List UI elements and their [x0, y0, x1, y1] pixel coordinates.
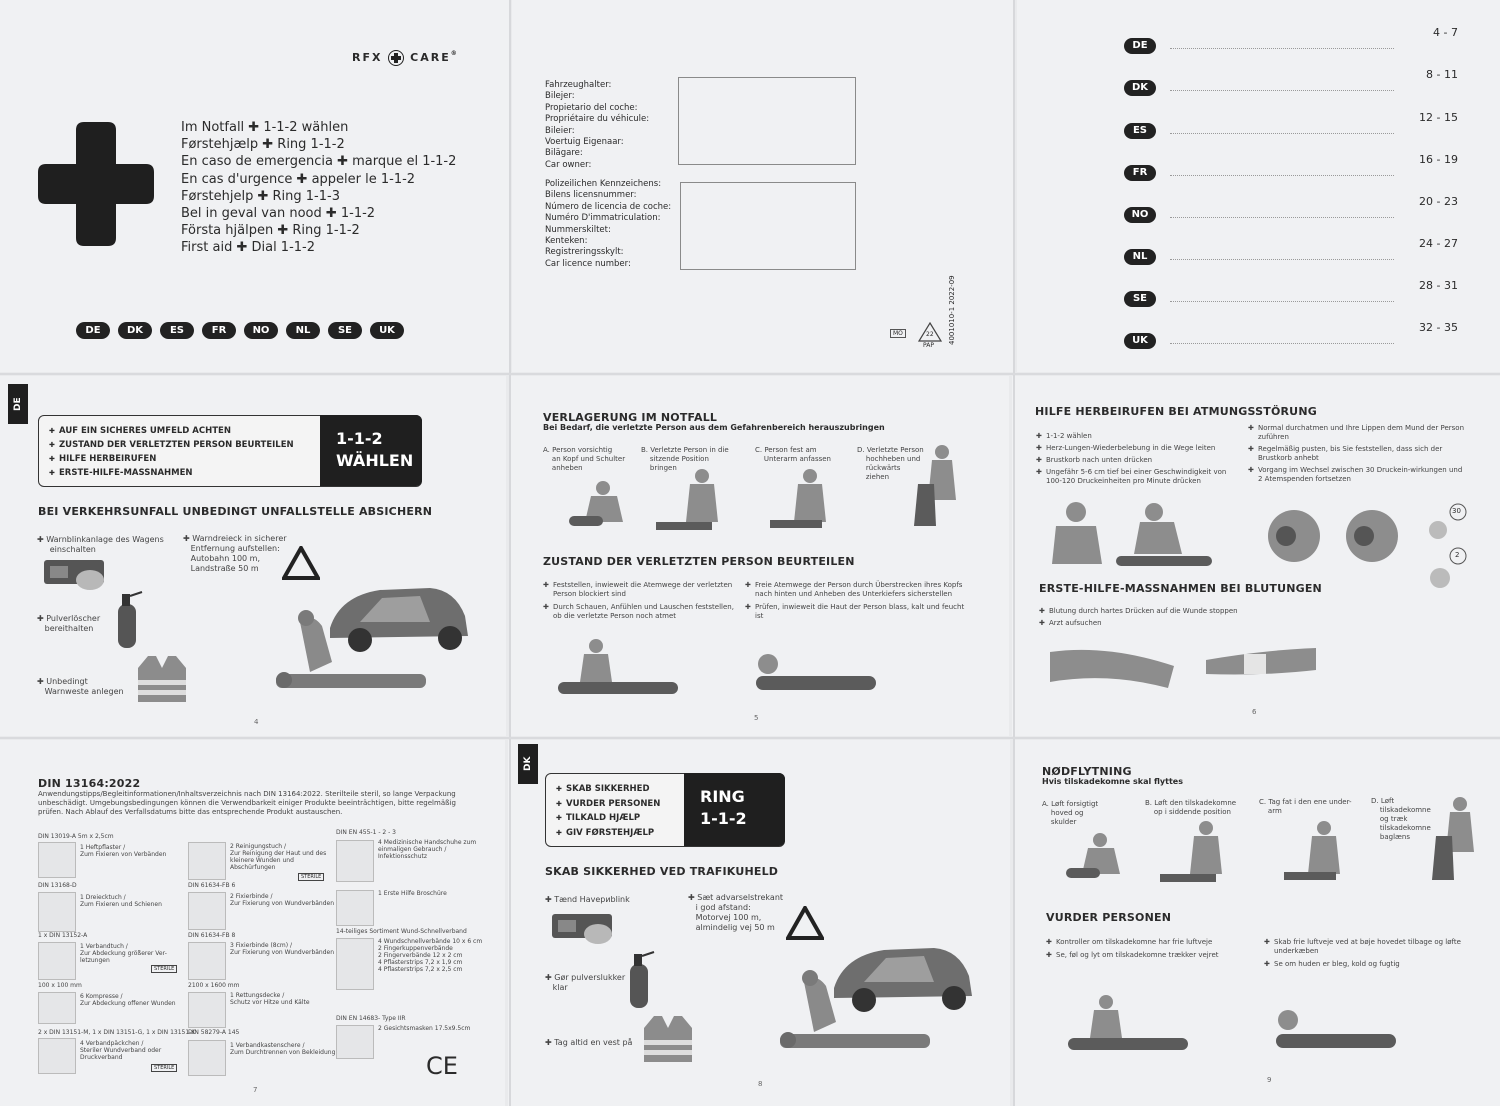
assess-illustration-2: [752, 652, 878, 698]
recycle-pap: PAP: [923, 342, 934, 349]
toc-lang: ES: [1124, 123, 1156, 139]
recycle-num: 22: [926, 331, 934, 338]
de-bleeding-list: [1039, 607, 1319, 628]
face-mask-image: [336, 1025, 374, 1059]
triangle-cloth-image: [38, 892, 76, 932]
cpr-count-2: 2: [1455, 551, 1460, 559]
fixation-bandage-image: [188, 892, 226, 930]
de-breath-item: ✚ Herz-Lungen-Wiederbelebung in die Wege leiten: [1036, 444, 1242, 453]
de-call-block: [320, 415, 422, 486]
plate-label: Nummerskiltet:: [545, 224, 611, 235]
brand-reg: ®: [450, 50, 459, 57]
toc-pages: 16 - 19: [1419, 153, 1458, 166]
extinguisher-illustration: [624, 950, 656, 1012]
print-code: 4001010-1 2022-09: [948, 275, 956, 345]
de-move-step: C. Person fest am Unterarm anfassen: [755, 446, 831, 463]
de-assess-left: [543, 581, 739, 621]
din-code: 2100 x 1600 mm: [188, 982, 240, 989]
plate-label: Bilens licensnummer:: [545, 190, 637, 201]
owner-labels: [545, 80, 649, 171]
vest-illustration: [642, 1014, 694, 1064]
lang-pill-se: SE: [328, 322, 362, 339]
dk-call-verb: RING: [700, 787, 745, 806]
cpr-count-30: 30: [1452, 507, 1461, 515]
brand-cross-icon: [388, 50, 404, 66]
toc-pages: 8 - 11: [1426, 68, 1458, 81]
plaster-image: [38, 842, 76, 878]
hazard-switch-illustration: [550, 910, 618, 944]
dk-haveri: ✚ Tænd Havериblink: [545, 895, 630, 904]
de-assess-right: [745, 581, 971, 621]
dk-assess-item: ✚ Kontroller om tilskadekomne har frie luftveje: [1046, 938, 1256, 947]
move-illustration-d: [912, 444, 962, 528]
brand-right: CARE: [410, 51, 451, 64]
de-breath-item: ✚ Vorgang im Wechsel zwischen 30 Druckein-wirkungen und 2 Atemspenden fortsetzen: [1248, 466, 1464, 484]
car-accident-illustration: [774, 926, 974, 1062]
language-pills: [76, 318, 404, 339]
dk-move-step: B. Løft den tilskadekomne op i siddende position: [1145, 799, 1237, 816]
toc-pages: 12 - 15: [1419, 111, 1458, 124]
dk-assess-item: ✚ Se, føl og lyt om tilskadekomne trækker vejret: [1046, 951, 1256, 960]
cpr-illustration-3: [1260, 506, 1336, 568]
din-heading: DIN 13164:2022: [38, 777, 141, 790]
fold-line: [0, 373, 1500, 375]
de-step-item: ✚ ERSTE-HILFE-MASSNAHMEN: [49, 466, 294, 480]
assess-illustration-2: [1272, 1008, 1398, 1056]
lang-pill-no: NO: [244, 322, 278, 339]
dk-step-list: [556, 782, 660, 840]
din-text: 6 Kompresse / Zur Abdeckung offener Wunden: [80, 993, 176, 1007]
de-breath-item: ✚ Brustkorb nach unten drücken: [1036, 456, 1242, 465]
toc-row[interactable]: [1124, 153, 1458, 183]
move-illustration-a: [565, 478, 635, 532]
toc-lang: NL: [1124, 249, 1156, 265]
din-text: 4 Verbandpäckchen / Steriler Wundverband oder Druckverband: [80, 1040, 162, 1061]
dk-assess-left: [1046, 938, 1256, 960]
toc-lang: UK: [1124, 333, 1156, 349]
emergency-line: Førstehjælp ✚ Ring 1-1-2: [181, 137, 345, 153]
din-code: 14-teiliges Sortiment Wund-Schnellverband: [336, 928, 467, 935]
din-code: 2 x DIN 13151-M, 1 x DIN 13151-G, 1 x DIN 13151-K: [38, 1029, 196, 1036]
de-move-step: B. Verletzte Person in die sitzende Position bringen: [641, 446, 729, 472]
car-accident-illustration: [270, 566, 470, 702]
toc-row[interactable]: [1124, 279, 1458, 309]
brochure-image: [336, 890, 374, 926]
gloves-image: [336, 840, 374, 882]
toc-lang: FR: [1124, 165, 1156, 181]
tab-de: DE: [8, 384, 28, 424]
de-pulver: ✚ Pulverlöscher bereithalten: [37, 614, 101, 633]
din-text: 2 Fixierbinde / Zur Fixierung von Wundverbänden: [230, 893, 335, 907]
toc-row[interactable]: [1124, 195, 1458, 225]
dk-advarsel: ✚ Sæt advarselstrekant i god afstand: Motorvej 100 m, almindelig vej 50 m: [688, 893, 784, 932]
assess-illustration-1: [1066, 992, 1192, 1056]
toc-lang: DE: [1124, 38, 1156, 54]
bleeding-illustration-2: [1204, 640, 1320, 682]
de-move-step: D. Verletzte Person hochheben und rückwärts ziehen: [857, 446, 924, 481]
move-illustration-a: [1062, 830, 1132, 884]
toc-pages: 20 - 23: [1419, 195, 1458, 208]
de-breath-right: [1248, 424, 1464, 484]
move-illustration-c: [768, 466, 842, 532]
de-warnblink: ✚ Warnblinkanlage des Wagens einschalten: [37, 535, 164, 554]
de-assess-item: ✚ Durch Schauen, Anfühlen und Lauschen feststellen, ob die verletzte Person noch atmet: [543, 603, 739, 621]
toc-pages: 32 - 35: [1419, 321, 1458, 334]
din-code: DIN 61634-FB 8: [188, 932, 236, 939]
rescue-blanket-image: [188, 992, 226, 1028]
dk-move-step: A. Løft forsigtigt hoved og skulder: [1042, 800, 1099, 826]
de-breath-item: ✚ Regelmäßig pusten, bis Sie feststellen, dass sich der Brustkorb anhebt: [1248, 445, 1464, 463]
emergency-line: En cas d'urgence ✚ appeler le 1-1-2: [181, 171, 416, 187]
de-step-item: ✚ HILFE HERBEIRUFEN: [49, 452, 294, 466]
fold-line: [0, 737, 1500, 739]
compress-image: [38, 992, 76, 1024]
page-number-4: 4: [254, 718, 259, 726]
owner-field[interactable]: [678, 77, 856, 165]
fixation-bandage-8-image: [188, 942, 226, 980]
scissors-image: [188, 1040, 226, 1076]
din-code: DIN 61634-FB 6: [188, 882, 236, 889]
lang-pill-de: DE: [76, 322, 110, 339]
de-bleeding-item: ✚ Blutung durch hartes Drücken auf die Wunde stoppen: [1039, 607, 1319, 616]
toc-row[interactable]: [1124, 237, 1458, 267]
din-code: DIN EN 14683- Type IIR: [336, 1015, 406, 1022]
dk-call-number: 1-1-2: [700, 809, 747, 828]
de-call-number: 1-1-2: [336, 429, 383, 448]
dk-heading-assess: VURDER PERSONEN: [1046, 911, 1172, 924]
de-weste: ✚ Unbedingt Warnweste anlegen: [37, 677, 124, 696]
dk-heading-traffic: SKAB SIKKERHED VED TRAFIKUHELD: [545, 865, 779, 878]
din-text: 1 Rettungsdecke / Schutz vor Hitze und Kälte: [230, 992, 310, 1006]
din-text: 1 Dreiecktuch / Zum Fixieren und Schienen: [80, 894, 162, 908]
de-breath-left: [1036, 432, 1242, 486]
din-intro: Anwendungstipps/Begleitinformationen/Inhaltsverzeichnis nach DIN 13164:2022. Sterilteile steril, so lange Verpackung unbeschädigt. Umgebungsbedingungen können die Verwendbarkeit einiger Produkte beeinträchtigen, bitte regelmäßig prüfen. Nach Ablauf des Verfallsdatums bitte das entsprechende Produkt austauschen.: [38, 790, 456, 816]
move-illustration-d: [1430, 796, 1480, 884]
recycle-mo: MO: [890, 329, 906, 338]
owner-label: Voertuig Eigenaar:: [545, 137, 624, 148]
toc-pages: 24 - 27: [1419, 237, 1458, 250]
owner-label: Bilejer:: [545, 91, 575, 102]
tab-dk: DK: [518, 744, 538, 784]
din-text: 4 Medizinische Handschuhe zum einmaligen Gebrauch / Infektionsschutz: [378, 839, 477, 860]
brand-left: RFX: [352, 51, 383, 64]
toc-row[interactable]: [1124, 26, 1458, 56]
de-breath-item: ✚ 1-1-2 wählen: [1036, 432, 1242, 441]
dk-move-step: D. Løft tilskadekomne og træk tilskadekomne baglæns: [1371, 797, 1431, 841]
plate-label: Numéro D'immatriculation:: [545, 213, 661, 224]
plate-labels: [545, 179, 671, 270]
plaster-set-image: [336, 938, 374, 990]
din-text: 1 Heftpflaster / Zum Fixieren von Verbänden: [80, 844, 167, 858]
din-text: 3 Fixierbinde (8cm) / Zur Fixierung von Wundverbänden: [230, 942, 335, 956]
de-step-item: ✚ AUF EIN SICHERES UMFELD ACHTEN: [49, 424, 294, 438]
toc-row[interactable]: [1124, 321, 1458, 351]
sterile-label: STERILE: [298, 873, 324, 881]
de-assess-item: ✚ Freie Atemwege der Person durch Überstrecken ihres Kopfs nach hinten und Anheben des Unterkiefers sicherstellen: [745, 581, 971, 599]
page-number-9: 9: [1267, 1076, 1272, 1084]
de-move-sub: Bei Bedarf, die verletzte Person aus dem Gefahrenbereich herauszubringen: [543, 423, 885, 432]
dk-step-item: ✚ SKAB SIKKERHED: [556, 782, 660, 797]
plate-label: Registreringsskylt:: [545, 247, 624, 258]
cpr-cycle-icon: [1424, 502, 1472, 592]
lang-pill-dk: DK: [118, 322, 152, 339]
toc-lang: NO: [1124, 207, 1156, 223]
bandage-cloth-image: [38, 942, 76, 980]
toc-pages: 28 - 31: [1419, 279, 1458, 292]
de-step-list: [49, 424, 294, 480]
brand-logo: [352, 50, 459, 66]
de-heading-move: VERLAGERUNG IM NOTFALL: [543, 411, 718, 424]
toc-lang: DK: [1124, 80, 1156, 96]
de-warndreieck: ✚ Warndreieck in sicherer Entfernung aufstellen: Autobahn 100 m, Landstraße 50 m: [183, 534, 287, 573]
de-assess-item: ✚ Prüfen, inwieweit die Haut der Person blass, kalt und feucht ist: [745, 603, 971, 621]
owner-label: Fahrzeughalter:: [545, 80, 612, 90]
de-heading-assess: ZUSTAND DER VERLETZTEN PERSON BEURTEILEN: [543, 555, 855, 568]
emergency-lines: [181, 119, 456, 257]
din-code: DIN 13019-A 5m x 2,5cm: [38, 833, 114, 840]
din-text: 2 Reinigungstuch / Zur Reinigung der Haut und des kleinere Wunden und Abschürfungen: [230, 843, 327, 871]
first-aid-cross-icon: [38, 122, 154, 246]
dk-step-item: ✚ GIV FØRSTEHJÆLP: [556, 826, 660, 841]
toc-pages: 4 - 7: [1433, 26, 1458, 39]
de-breath-item: ✚ Normal durchatmen und Ihre Lippen dem Mund der Person zuführen: [1248, 424, 1464, 442]
lang-pill-es: ES: [160, 322, 194, 339]
din-code: DIN 13168-D: [38, 882, 77, 889]
toc-lang: SE: [1124, 291, 1156, 307]
dk-step-item: ✚ VURDER PERSONEN: [556, 797, 660, 812]
lang-pill-uk: UK: [370, 322, 404, 339]
cleaning-wipe-image: [188, 842, 226, 880]
sterile-label: STERILE: [151, 965, 177, 973]
page-number-5: 5: [754, 714, 759, 722]
de-call-verb: WÄHLEN: [336, 451, 414, 470]
move-illustration-b: [1156, 818, 1236, 888]
dk-vest: ✚ Tag altid en vest på: [545, 1038, 633, 1047]
de-heading-breath: HILFE HERBEIRUFEN BEI ATMUNGSSTÖRUNG: [1035, 405, 1317, 418]
lang-pill-fr: FR: [202, 322, 236, 339]
owner-label: Bilägare:: [545, 148, 583, 159]
owner-label: Bileier:: [545, 125, 575, 136]
emergency-line: Førstehjelp ✚ Ring 1-1-3: [181, 188, 340, 204]
plate-label: Polizeilichen Kennzeichens:: [545, 179, 662, 189]
din-code: 1 x DIN 13152-A: [38, 932, 88, 939]
din-text: 4 Wundschnellverbände 10 x 6 cm 2 Fingerkuppenverbände 2 Fingerverbände 12 x 2 cm 4 Pflasterstrips 7,2 x 1,9 cm 4 Pflasterstrips 7,2 x 2,5 cm: [378, 938, 483, 973]
vest-illustration: [136, 654, 188, 704]
page-number-8: 8: [758, 1080, 763, 1088]
de-bleeding-item: ✚ Arzt aufsuchen: [1039, 619, 1319, 628]
dk-assess-right: [1264, 938, 1470, 969]
owner-label: Car owner:: [545, 159, 592, 170]
emergency-line: First aid ✚ Dial 1-1-2: [181, 240, 316, 256]
fold-line: [1013, 0, 1015, 1106]
dk-call-block: [684, 773, 785, 846]
page-number-7: 7: [253, 1086, 258, 1094]
cpr-illustration-4: [1338, 506, 1414, 568]
din-code: 100 x 100 mm: [38, 982, 82, 989]
dk-move-step: C. Tag fat i den ene under- arm: [1259, 798, 1352, 815]
move-illustration-c: [1282, 818, 1356, 884]
fold-line: [509, 0, 511, 1106]
dk-assess-item: ✚ Skab frie luftveje ved at bøje hovedet tilbage og løfte underkæben: [1264, 938, 1470, 956]
de-heading-traffic: BEI VERKEHRSUNFALL UNBEDINGT UNFALLSTELLE ABSICHERN: [38, 505, 433, 518]
toc-row[interactable]: [1124, 68, 1458, 98]
bleeding-illustration-1: [1048, 638, 1178, 700]
ce-mark: CE: [426, 1052, 458, 1080]
assess-illustration-1: [556, 636, 682, 700]
de-assess-item: ✚ Feststellen, inwieweit die Atemwege der verletzten Person blockiert sind: [543, 581, 739, 599]
emergency-line: Första hjälpen ✚ Ring 1-1-2: [181, 223, 360, 239]
dk-assess-item: ✚ Se om huden er bleg, kold og fugtig: [1264, 960, 1470, 969]
hazard-switch-illustration: [42, 556, 110, 590]
sterile-label: STERILE: [151, 1064, 177, 1072]
dk-pulver: ✚ Gør pulverslukker klar: [545, 973, 626, 992]
din-text: 1 Erste Hilfe Broschüre: [378, 890, 447, 897]
move-illustration-b: [652, 466, 732, 536]
plate-label: Número de licencia de coche:: [545, 201, 672, 212]
emergency-line: En caso de emergencia ✚ marque el 1-1-2: [181, 154, 457, 170]
de-breath-item: ✚ Ungefähr 5-6 cm tief bei einer Geschwindigkeit von 100-120 Druckeinheiten pro Minute drücken: [1036, 468, 1242, 486]
dk-move-sub: Hvis tilskadekomne skal flyttes: [1042, 777, 1183, 786]
emergency-line: Bel in geval van nood ✚ 1-1-2: [181, 206, 376, 222]
emergency-line: Im Notfall ✚ 1-1-2 wählen: [181, 120, 349, 135]
dk-heading-move: NØDFLYTNING: [1042, 765, 1132, 778]
de-move-step: A. Person vorsichtig an Kopf und Schulter anheben: [543, 446, 626, 472]
din-text: 1 Verbandkastenschere / Zum Durchtrennen von Bekleidung: [230, 1042, 336, 1056]
bandage-pack-image: [38, 1038, 76, 1074]
din-code: DIN EN 455-1 - 2 - 3: [336, 829, 396, 836]
din-text: 2 Gesichtsmasken 17.5x9.5cm: [378, 1025, 471, 1032]
owner-label: Propietario del coche:: [545, 102, 638, 113]
din-code: DIN 58279-A 145: [188, 1029, 240, 1036]
de-heading-bleeding: ERSTE-HILFE-MASSNAHMEN BEI BLUTUNGEN: [1039, 582, 1322, 595]
de-step-item: ✚ ZUSTAND DER VERLETZTEN PERSON BEURTEILEN: [49, 438, 294, 452]
cpr-illustration-1: [1046, 498, 1112, 568]
owner-label: Propriétaire du véhicule:: [545, 114, 650, 125]
plate-label: Kenteken:: [545, 236, 588, 247]
page-number-6: 6: [1252, 708, 1257, 716]
extinguisher-illustration: [112, 590, 144, 652]
toc-row[interactable]: [1124, 111, 1458, 141]
lang-pill-nl: NL: [286, 322, 320, 339]
plate-field[interactable]: [680, 182, 856, 270]
plate-label: Car licence number:: [545, 258, 631, 269]
cpr-illustration-2: [1114, 500, 1214, 570]
dk-step-item: ✚ TILKALD HJÆLP: [556, 811, 660, 826]
din-text: 1 Verbandtuch / Zur Abdeckung größerer Ver- letzungen: [80, 943, 167, 964]
